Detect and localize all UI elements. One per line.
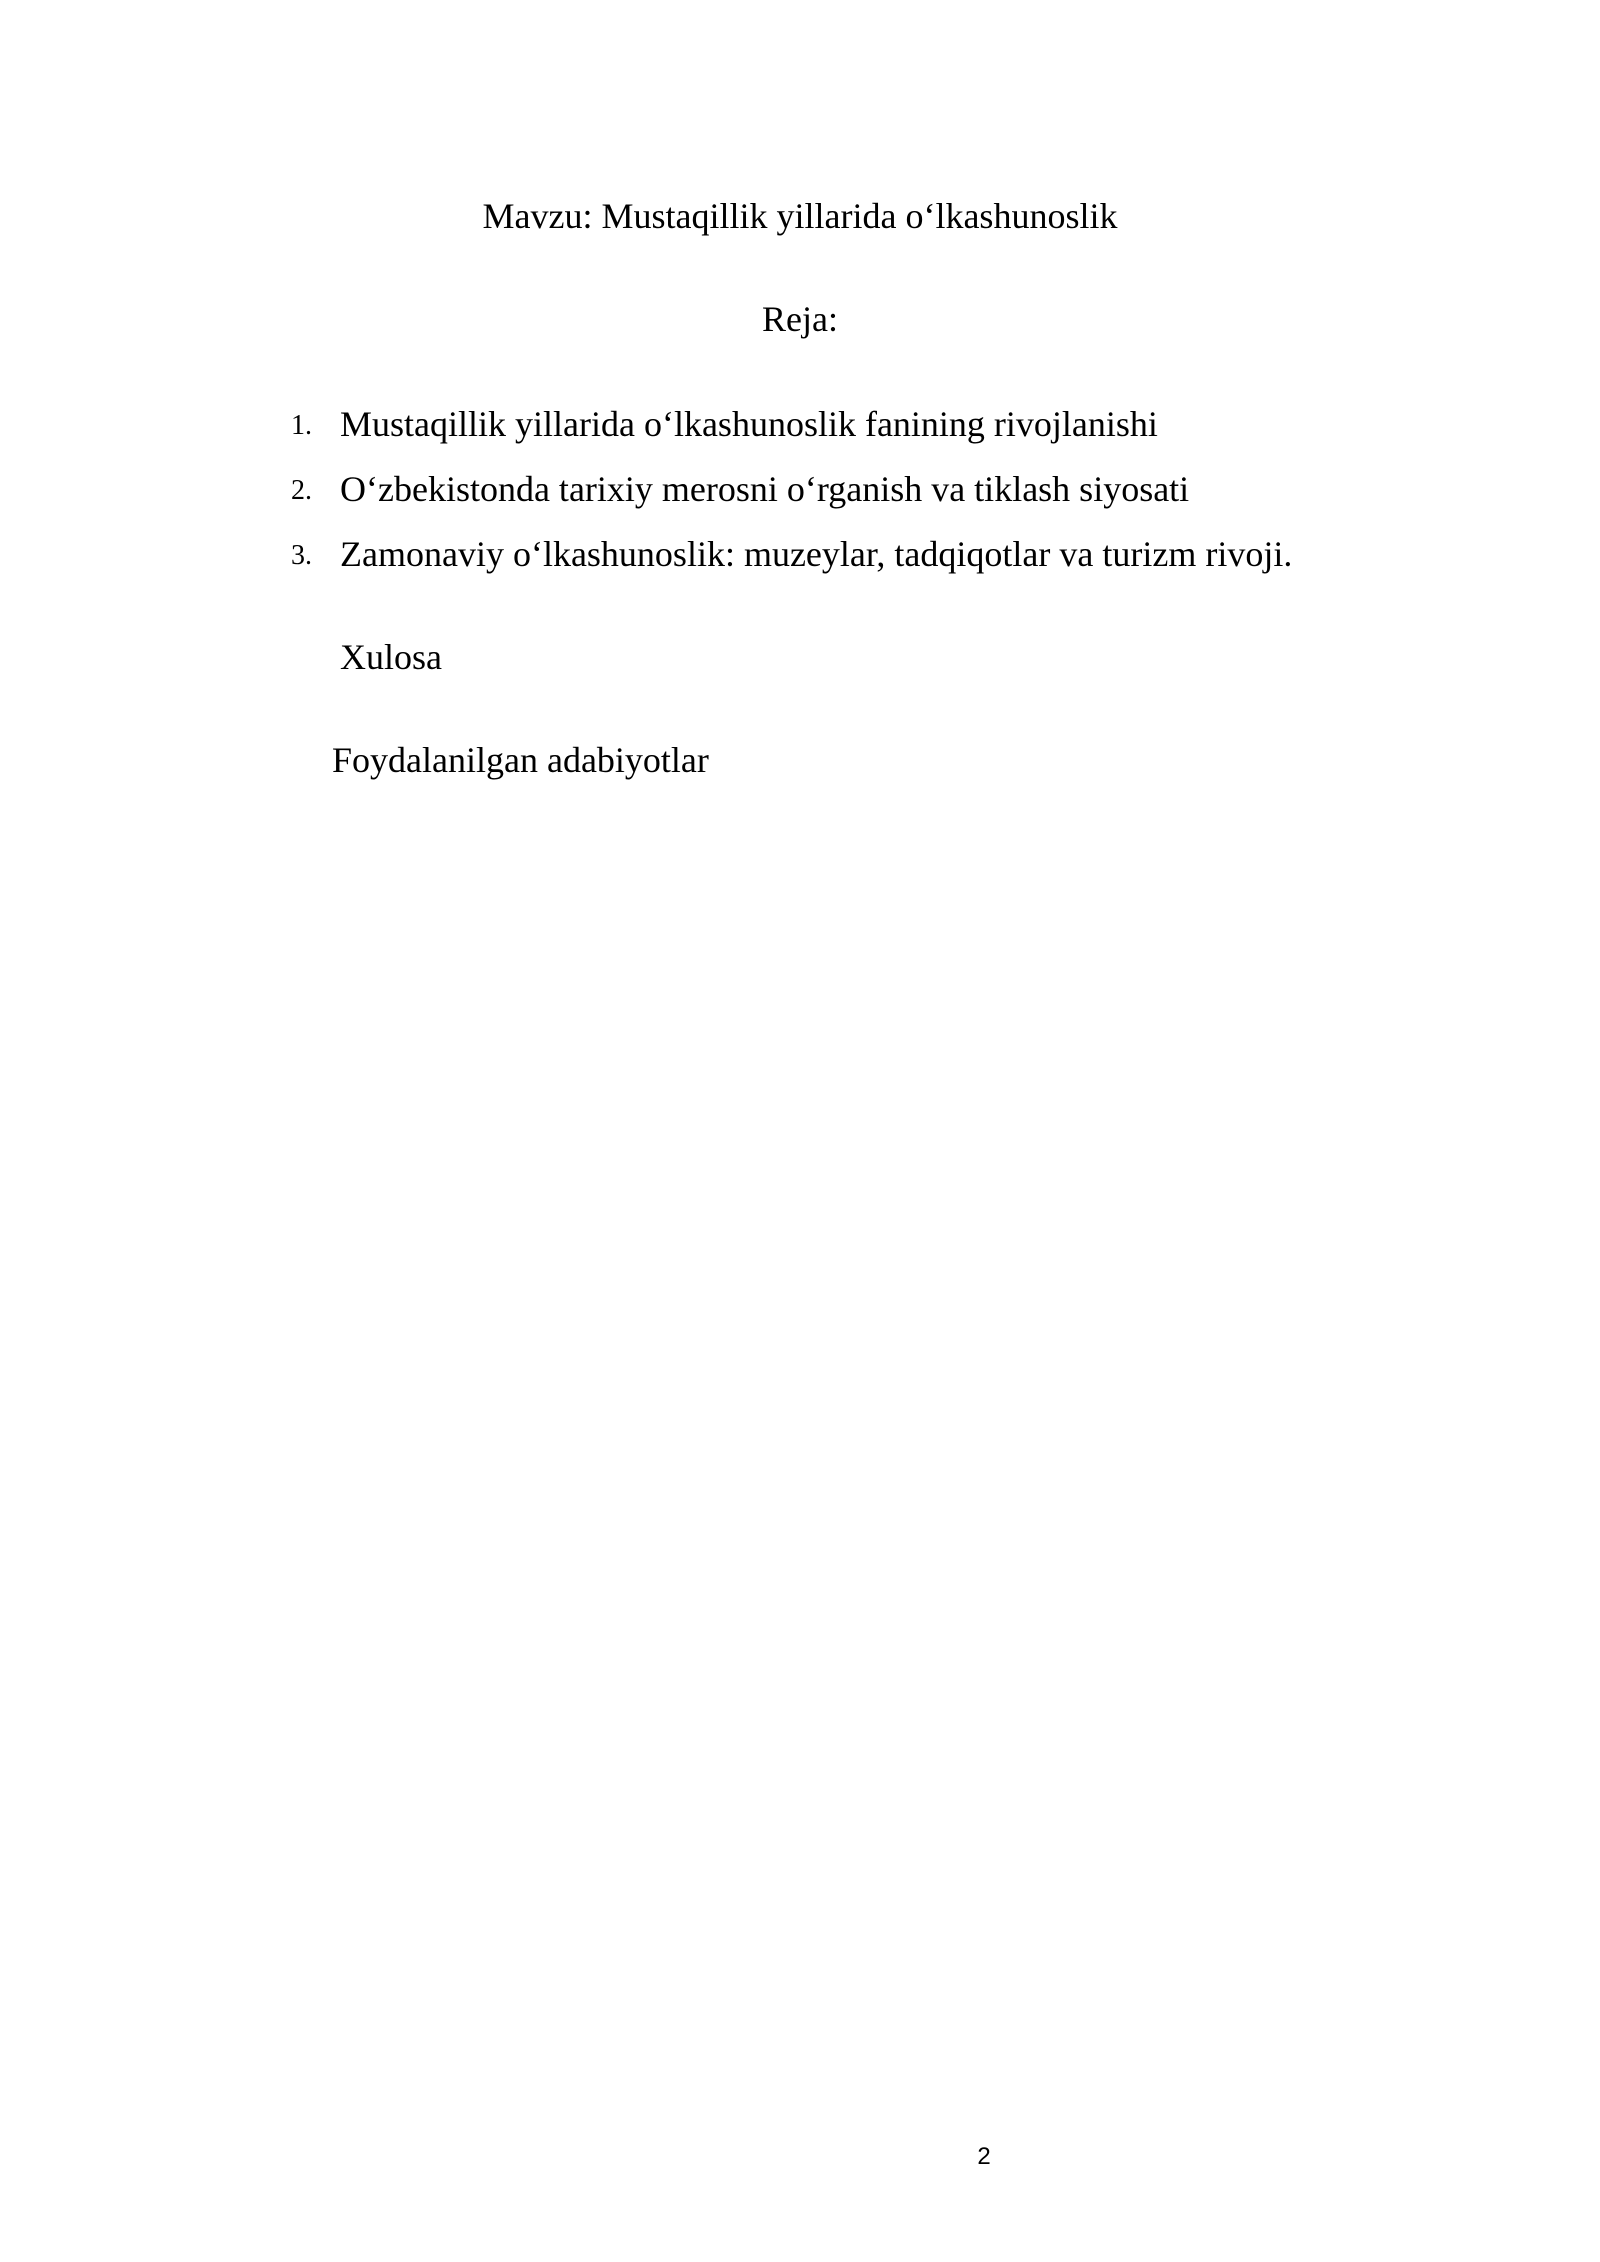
document-title: Mavzu: Mustaqillik yillarida o‘lkashunoslik [482, 196, 1118, 236]
plan-item [0, 465, 1600, 513]
plan-item-text: O‘zbekistonda tarixiy merosni o‘rganish va tiklash siyosati [340, 469, 1190, 509]
page-number: 2 [977, 2143, 991, 2170]
plan-item-text: Mustaqillik yillarida o‘lkashunoslik fanining rivojlanishi [340, 404, 1158, 444]
plan-item [0, 530, 1600, 578]
plan-item-number: 2. [291, 475, 312, 506]
references-heading: Foydalanilgan adabiyotlar [332, 740, 709, 780]
plan-heading: Reja: [762, 299, 838, 339]
plan-item-text: Zamonaviy o‘lkashunoslik: muzeylar, tadqiqotlar va turizm rivoji. [340, 534, 1293, 574]
plan-item-number: 3. [291, 540, 312, 571]
plan-item-number: 1. [291, 410, 312, 441]
conclusion-heading: Xulosa [340, 637, 442, 677]
plan-item [0, 400, 1600, 448]
